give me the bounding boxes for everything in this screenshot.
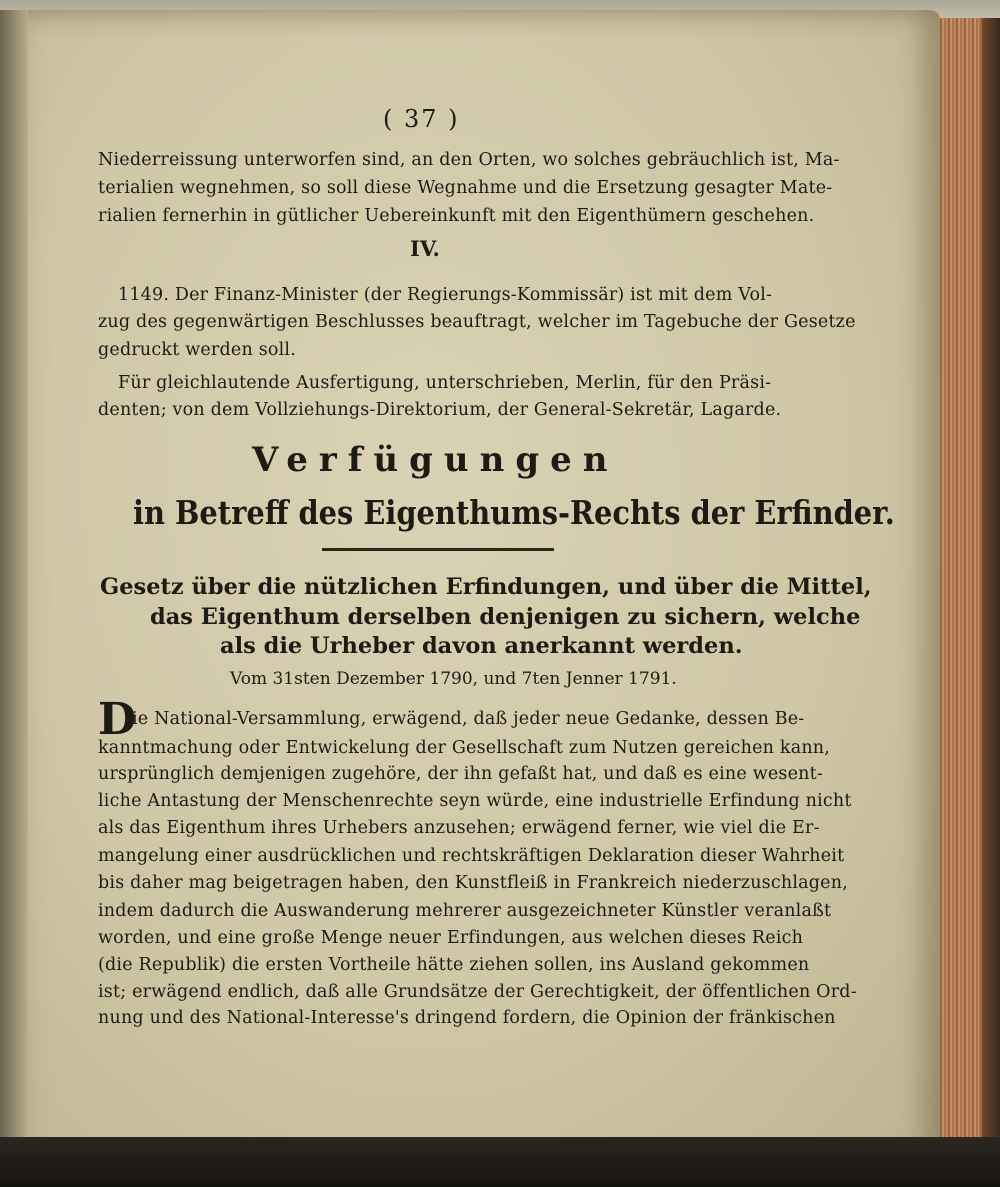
body-line: ist; erwägend endlich, daß alle Grundsätze der Gerechtigkeit, der öffentlichen Ord- [98, 982, 857, 1002]
body-line: (die Republik) die ersten Vortheile hätte ziehen sollen, ins Ausland gekommen [98, 955, 810, 975]
text-line: rialien fernerhin in gütlicher Uebereinkunft mit den Eigenthümern geschehen. [98, 206, 815, 226]
text-line: denten; von dem Vollziehungs-Direktorium, der General-Sekretär, Lagarde. [98, 400, 782, 420]
body-line: als das Eigenthum ihres Urhebers anzusehen; erwägend ferner, wie viel die Er- [98, 818, 820, 838]
law-title-line: als die Urheber davon anerkannt werden. [220, 633, 743, 659]
law-title-line: Gesetz über die nützlichen Erfindungen, und über die Mittel, [100, 574, 872, 600]
section-number: IV. [410, 236, 440, 261]
decorative-rule [322, 548, 554, 551]
page-number: ( 37 ) [383, 105, 460, 133]
text-line: gedruckt werden soll. [98, 340, 296, 360]
text-line: 1149. Der Finanz-Minister (der Regierungs-Kommissär) ist mit dem Vol- [118, 285, 773, 305]
body-line: ie National-Versammlung, erwägend, daß jeder neue Gedanke, dessen Be- [132, 709, 805, 729]
text-line: Für gleichlautende Ausfertigung, unterschrieben, Merlin, für den Präsi- [118, 373, 772, 393]
body-line: ursprünglich demjenigen zugehöre, der ihn gefaßt hat, und daß es eine wesent- [98, 764, 823, 784]
text-line: terialien wegnehmen, so soll diese Wegnahme und die Ersetzung gesagter Mate- [98, 178, 833, 198]
background-surface [0, 1137, 1000, 1187]
body-line: indem dadurch die Auswanderung mehrerer ausgezeichneter Künstler veranlaßt [98, 901, 832, 921]
drop-cap: D [98, 694, 137, 745]
body-line: liche Antastung der Menschenrechte seyn würde, eine industrielle Erfindung nicht [98, 791, 852, 811]
page-gutter [0, 10, 28, 1172]
body-line: bis daher mag beigetragen haben, den Kunstfleiß in Frankreich niederzuschlagen, [98, 873, 848, 893]
law-date: Vom 31sten Dezember 1790, und 7ten Jenner 1791. [230, 669, 677, 689]
heading-subtitle: in Betreff des Eigenthums-Rechts der Erfinder. [133, 493, 895, 532]
body-line: kanntmachung oder Entwickelung der Gesellschaft zum Nutzen gereichen kann, [98, 738, 831, 758]
law-title-line: das Eigenthum derselben denjenigen zu sichern, welche [150, 604, 861, 630]
text-line: zug des gegenwärtigen Beschlusses beauftragt, welcher im Tagebuche der Gesetze [98, 312, 856, 332]
heading-title: Verfügungen [252, 440, 619, 480]
body-line: worden, und eine große Menge neuer Erfindungen, aus welchen dieses Reich [98, 928, 804, 948]
body-line: nung und des National-Interesse's dringend fordern, die Opinion der fränkischen [98, 1008, 836, 1028]
body-line: mangelung einer ausdrücklichen und rechtskräftigen Deklaration dieser Wahrheit [98, 846, 845, 866]
text-line: Niederreissung unterworfen sind, an den Orten, wo solches gebräuchlich ist, Ma- [98, 150, 840, 170]
